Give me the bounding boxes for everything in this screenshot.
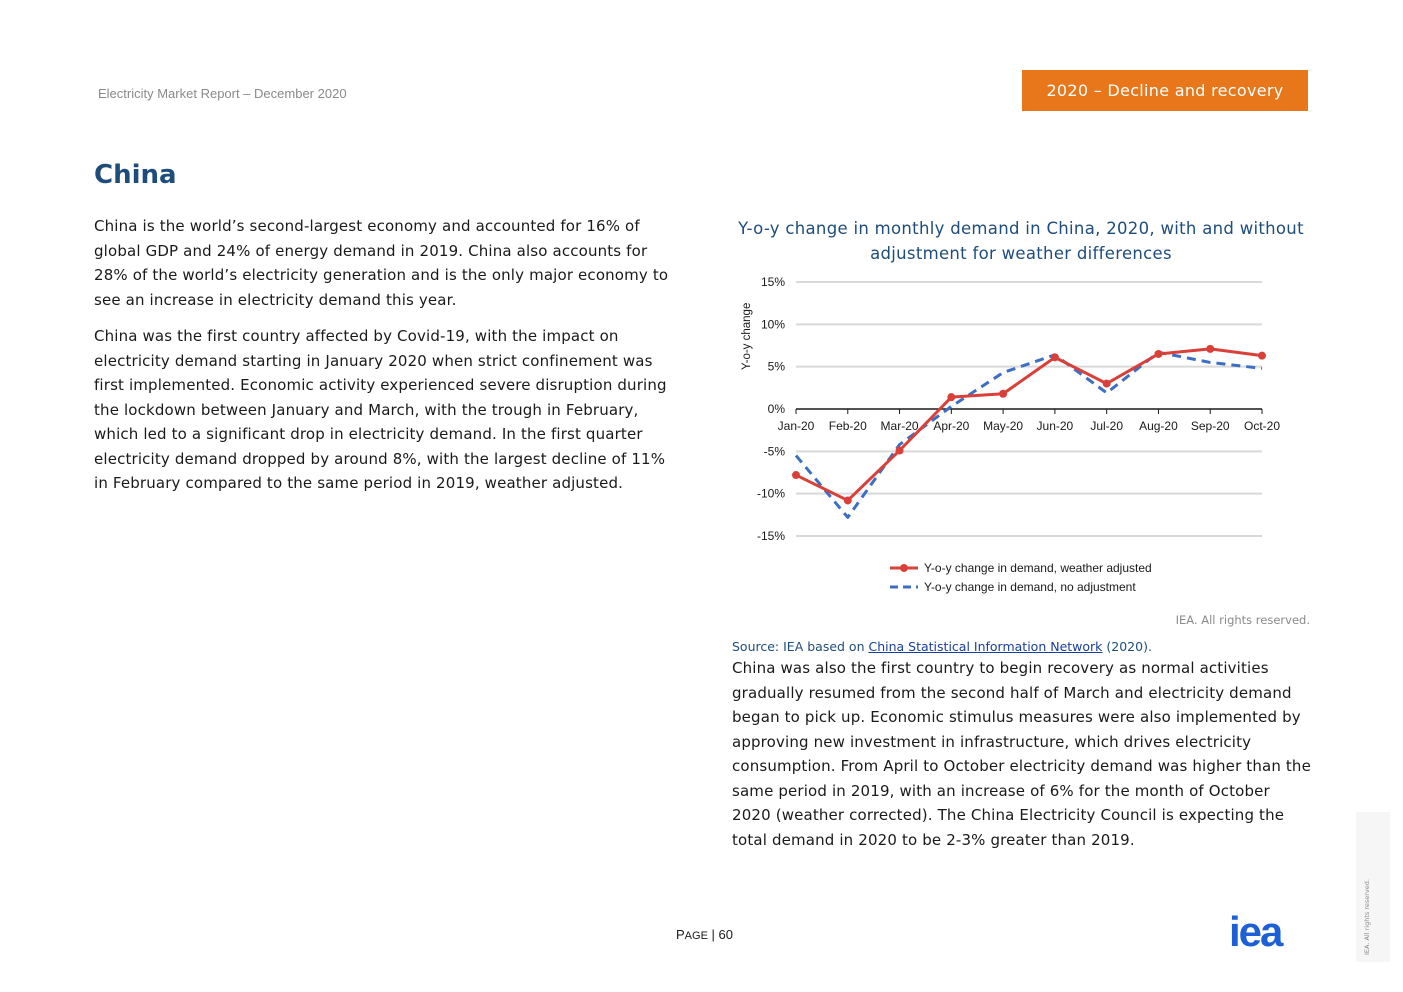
left-column [94, 214, 674, 508]
data-point [1103, 380, 1111, 388]
y-tick-label: -15% [756, 529, 785, 543]
source-suffix: (2020). [1102, 639, 1152, 654]
data-point [999, 390, 1007, 398]
x-tick-label: Jun-20 [1036, 419, 1074, 433]
side-strip [1356, 812, 1390, 962]
paragraph: China was also the first country to begin recovery as normal activities gradually resumed from the second half of March and electricity demand began to pick up. Economic stimulus measures were also implemented by approving new investment in infrastructure, which drives electricity consumption. From April to October electricity demand was higher than the same period in 2019, with an increase of 6% for the month of October 2020 (weather corrected). The China Electricity Council is expecting the total demand in 2020 to be 2-3% greater than 2019. [732, 659, 1311, 849]
page-separator: | [707, 927, 719, 942]
x-tick-label: Oct-20 [1243, 419, 1281, 433]
logo-text: iea [1229, 914, 1282, 950]
data-point [1051, 353, 1059, 361]
y-tick-label: -10% [756, 486, 785, 501]
section-tag: 2020 – Decline and recovery [1022, 70, 1308, 111]
page-number: 60 [718, 927, 733, 942]
y-tick-label: 0% [767, 402, 785, 416]
page-heading: China [94, 160, 177, 190]
source-note [732, 639, 1152, 654]
data-point [1206, 345, 1214, 353]
y-tick-label: -5% [763, 444, 785, 459]
x-tick-label: Sep-20 [1190, 419, 1230, 433]
data-point [1154, 350, 1162, 358]
x-tick-label: May-20 [983, 419, 1024, 433]
x-tick-label: Apr-20 [933, 419, 970, 433]
legend-label: Y-o-y change in demand, weather adjusted [924, 561, 1152, 575]
chart-title: Y-o-y change in monthly demand in China, 2020, with and without adjustment for weather differences [738, 219, 1304, 263]
data-point [844, 496, 852, 504]
y-tick-label: 15% [760, 275, 785, 289]
right-column [732, 656, 1312, 852]
y-tick-label: 10% [760, 317, 785, 332]
paragraph: China was the first country affected by Covid-19, with the impact on electricity demand starting in January 2020 when strict confinement was first implemented. Economic activity experienced severe disruption during the lockdown between January and March, with the trough in February, which led to a significant drop in electricity demand. In the first quarter electricity demand dropped by around 8%, with the largest decline of 11% in February compared to the same period in 2019, weather adjusted. [94, 327, 667, 492]
iea-logo [1229, 914, 1309, 950]
x-tick-label: Jul-20 [1090, 419, 1124, 433]
data-point [1258, 352, 1266, 360]
y-tick-label: 5% [767, 359, 785, 374]
x-tick-label: Aug-20 [1139, 419, 1178, 433]
legend-marker [900, 564, 908, 572]
source-link[interactable]: China Statistical Information Network [868, 639, 1103, 654]
x-tick-label: Mar-20 [880, 419, 919, 433]
demand-line-chart [732, 268, 1302, 608]
y-axis-label: Y-o-y change [741, 302, 753, 371]
data-point [896, 446, 904, 454]
paragraph: China is the world’s second-largest economy and accounted for 16% of global GDP and 24% of energy demand in 2019. China also accounts for 28% of the world’s electricity generation and is the only major economy to see an increase in electricity demand this year. [94, 217, 669, 309]
data-point [947, 393, 955, 401]
x-tick-label: Feb-20 [828, 419, 867, 433]
source-prefix: Source: IEA based on [732, 639, 869, 654]
x-tick-label: Jan-20 [777, 419, 815, 433]
page-label-rest: AGE [684, 930, 708, 942]
page-label-first: P [676, 927, 685, 942]
chart-credit: IEA. All rights reserved. [1175, 613, 1310, 627]
data-point [792, 471, 800, 479]
report-title: Electricity Market Report – December 2020 [98, 86, 347, 101]
side-copyright-note: IEA. All rights reserved. [1363, 879, 1371, 955]
page-footer [676, 927, 733, 942]
legend-label: Y-o-y change in demand, no adjustment [924, 580, 1136, 594]
